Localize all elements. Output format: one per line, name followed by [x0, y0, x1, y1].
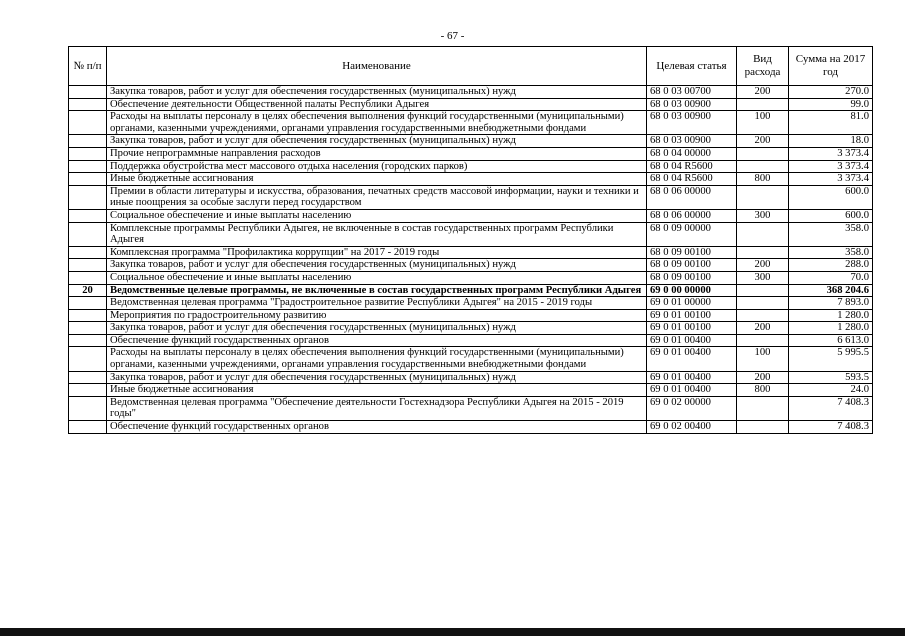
row-sum-cell: 6 613.0 — [789, 334, 873, 347]
table-row — [69, 271, 873, 284]
row-code-cell: 69 0 01 00400 — [647, 334, 737, 347]
row-num-cell — [69, 185, 107, 209]
row-code-cell: 68 0 09 00100 — [647, 246, 737, 259]
row-code-cell: 69 0 02 00400 — [647, 421, 737, 434]
table-row — [69, 396, 873, 420]
header-sum: Сумма на 2017 год — [789, 47, 873, 86]
row-kind-cell: 300 — [737, 271, 789, 284]
row-code-cell: 68 0 03 00900 — [647, 135, 737, 148]
row-name-cell: Обеспечение функций государственных органов — [107, 334, 647, 347]
row-name-cell: Расходы на выплаты персоналу в целях обеспечения выполнения функций государственными (муниципальными) органами, казенными учреждениями, органами управления государственными внебюджетными фондами — [107, 347, 647, 371]
row-sum-cell: 1 280.0 — [789, 309, 873, 322]
row-code-cell: 68 0 09 00000 — [647, 222, 737, 246]
row-name-cell: Ведомственная целевая программа "Обеспечение деятельности Гостехнадзора Республики Адыгея на 2015 - 2019 годы" — [107, 396, 647, 420]
row-name-cell: Расходы на выплаты персоналу в целях обеспечения выполнения функций государственными (муниципальными) органами, казенными учреждениями, органами управления государственными внебюджетными фондами — [107, 111, 647, 135]
row-num-cell — [69, 147, 107, 160]
row-code-cell: 68 0 09 00100 — [647, 259, 737, 272]
row-kind-cell — [737, 160, 789, 173]
row-kind-cell: 200 — [737, 322, 789, 335]
row-name-cell: Комплексные программы Республики Адыгея, не включенные в состав государственных программ Республики Адыгея — [107, 222, 647, 246]
table-row — [69, 371, 873, 384]
table-row — [69, 334, 873, 347]
row-kind-cell — [737, 421, 789, 434]
row-kind-cell — [737, 396, 789, 420]
table-row — [69, 185, 873, 209]
row-sum-cell: 7 893.0 — [789, 297, 873, 310]
row-kind-cell: 100 — [737, 347, 789, 371]
row-sum-cell: 3 373.4 — [789, 173, 873, 186]
row-num-cell — [69, 371, 107, 384]
row-num-cell — [69, 309, 107, 322]
table-row — [69, 135, 873, 148]
row-name-cell: Закупка товаров, работ и услуг для обеспечения государственных (муниципальных) нужд — [107, 322, 647, 335]
row-kind-cell: 200 — [737, 259, 789, 272]
row-sum-cell: 1 280.0 — [789, 322, 873, 335]
row-code-cell: 69 0 01 00000 — [647, 297, 737, 310]
header-code: Целевая статья — [647, 47, 737, 86]
row-kind-cell: 300 — [737, 209, 789, 222]
row-num-cell — [69, 135, 107, 148]
row-name-cell: Социальное обеспечение и иные выплаты населению — [107, 209, 647, 222]
row-sum-cell: 358.0 — [789, 246, 873, 259]
row-sum-cell: 593.5 — [789, 371, 873, 384]
row-name-cell: Иные бюджетные ассигнования — [107, 384, 647, 397]
row-code-cell: 68 0 04 R5600 — [647, 160, 737, 173]
row-num-cell — [69, 384, 107, 397]
page-number: - 67 - — [440, 30, 465, 42]
table-row — [69, 322, 873, 335]
row-code-cell: 68 0 06 00000 — [647, 185, 737, 209]
scan-edge-bar — [0, 628, 905, 636]
row-num-cell — [69, 396, 107, 420]
row-name-cell: Иные бюджетные ассигнования — [107, 173, 647, 186]
row-name-cell: Поддержка обустройства мест массового отдыха населения (городских парков) — [107, 160, 647, 173]
row-kind-cell — [737, 246, 789, 259]
row-code-cell: 68 0 03 00700 — [647, 86, 737, 99]
header-num: № п/п — [69, 47, 107, 86]
row-num-cell — [69, 111, 107, 135]
table-row — [69, 173, 873, 186]
row-kind-cell — [737, 284, 789, 297]
row-kind-cell — [737, 297, 789, 310]
row-num-cell — [69, 98, 107, 111]
row-kind-cell: 200 — [737, 371, 789, 384]
row-code-cell: 68 0 09 00100 — [647, 271, 737, 284]
row-name-cell: Прочие непрограммные направления расходов — [107, 147, 647, 160]
table-row — [69, 347, 873, 371]
budget-table — [68, 46, 873, 434]
row-num-cell — [69, 322, 107, 335]
row-name-cell: Закупка товаров, работ и услуг для обеспечения государственных (муниципальных) нужд — [107, 135, 647, 148]
row-sum-cell: 600.0 — [789, 185, 873, 209]
row-code-cell: 69 0 01 00400 — [647, 384, 737, 397]
table-row — [69, 297, 873, 310]
row-kind-cell — [737, 334, 789, 347]
row-name-cell: Социальное обеспечение и иные выплаты населению — [107, 271, 647, 284]
table-row — [69, 209, 873, 222]
table-row — [69, 421, 873, 434]
row-num-cell: 20 — [69, 284, 107, 297]
row-num-cell — [69, 347, 107, 371]
header-kind: Вид расхода — [737, 47, 789, 86]
table-row — [69, 259, 873, 272]
row-code-cell: 68 0 04 00000 — [647, 147, 737, 160]
table-row — [69, 384, 873, 397]
table-row — [69, 98, 873, 111]
row-sum-cell: 7 408.3 — [789, 396, 873, 420]
row-code-cell: 69 0 00 00000 — [647, 284, 737, 297]
row-code-cell: 69 0 02 00000 — [647, 396, 737, 420]
row-kind-cell: 200 — [737, 135, 789, 148]
row-kind-cell: 800 — [737, 384, 789, 397]
table-row — [69, 309, 873, 322]
row-kind-cell — [737, 185, 789, 209]
row-name-cell: Мероприятия по градостроительному развитию — [107, 309, 647, 322]
row-name-cell: Ведомственные целевые программы, не включенные в состав государственных программ Республики Адыгея — [107, 284, 647, 297]
row-num-cell — [69, 334, 107, 347]
row-name-cell: Премии в области литературы и искусства, образования, печатных средств массовой информации, науки и техники и иные поощрения за особые заслуги перед государством — [107, 185, 647, 209]
header-name: Наименование — [107, 47, 647, 86]
row-sum-cell: 368 204.6 — [789, 284, 873, 297]
row-name-cell: Обеспечение деятельности Общественной палаты Республики Адыгея — [107, 98, 647, 111]
row-sum-cell: 3 373.4 — [789, 147, 873, 160]
row-name-cell: Закупка товаров, работ и услуг для обеспечения государственных (муниципальных) нужд — [107, 259, 647, 272]
row-num-cell — [69, 209, 107, 222]
row-kind-cell — [737, 222, 789, 246]
row-code-cell: 68 0 04 R5600 — [647, 173, 737, 186]
table-row — [69, 160, 873, 173]
row-kind-cell — [737, 309, 789, 322]
row-num-cell — [69, 222, 107, 246]
row-num-cell — [69, 86, 107, 99]
row-sum-cell: 5 995.5 — [789, 347, 873, 371]
row-sum-cell: 288.0 — [789, 259, 873, 272]
row-kind-cell — [737, 147, 789, 160]
row-sum-cell: 18.0 — [789, 135, 873, 148]
row-code-cell: 69 0 01 00100 — [647, 322, 737, 335]
row-name-cell: Комплексная программа "Профилактика коррупции" на 2017 - 2019 годы — [107, 246, 647, 259]
row-sum-cell: 99.0 — [789, 98, 873, 111]
row-num-cell — [69, 421, 107, 434]
row-num-cell — [69, 173, 107, 186]
row-name-cell: Закупка товаров, работ и услуг для обеспечения государственных (муниципальных) нужд — [107, 86, 647, 99]
row-code-cell: 69 0 01 00100 — [647, 309, 737, 322]
row-name-cell: Ведомственная целевая программа "Градостроительное развитие Республики Адыгея" на 2015 - 2019 годы — [107, 297, 647, 310]
table-header-row — [69, 47, 873, 86]
row-name-cell: Обеспечение функций государственных органов — [107, 421, 647, 434]
row-kind-cell: 100 — [737, 111, 789, 135]
row-num-cell — [69, 297, 107, 310]
row-sum-cell: 270.0 — [789, 86, 873, 99]
row-num-cell — [69, 246, 107, 259]
table-row — [69, 222, 873, 246]
table-row — [69, 147, 873, 160]
row-num-cell — [69, 271, 107, 284]
table-row — [69, 86, 873, 99]
row-num-cell — [69, 259, 107, 272]
row-num-cell — [69, 160, 107, 173]
row-code-cell: 68 0 03 00900 — [647, 111, 737, 135]
row-sum-cell: 81.0 — [789, 111, 873, 135]
row-code-cell: 68 0 06 00000 — [647, 209, 737, 222]
row-sum-cell: 7 408.3 — [789, 421, 873, 434]
row-name-cell: Закупка товаров, работ и услуг для обеспечения государственных (муниципальных) нужд — [107, 371, 647, 384]
row-sum-cell: 24.0 — [789, 384, 873, 397]
row-code-cell: 69 0 01 00400 — [647, 371, 737, 384]
table-row — [69, 284, 873, 297]
table-row — [69, 246, 873, 259]
row-sum-cell: 70.0 — [789, 271, 873, 284]
row-kind-cell: 200 — [737, 86, 789, 99]
row-sum-cell: 600.0 — [789, 209, 873, 222]
row-code-cell: 69 0 01 00400 — [647, 347, 737, 371]
table-row — [69, 111, 873, 135]
row-kind-cell: 800 — [737, 173, 789, 186]
row-sum-cell: 3 373.4 — [789, 160, 873, 173]
row-kind-cell — [737, 98, 789, 111]
row-sum-cell: 358.0 — [789, 222, 873, 246]
row-code-cell: 68 0 03 00900 — [647, 98, 737, 111]
